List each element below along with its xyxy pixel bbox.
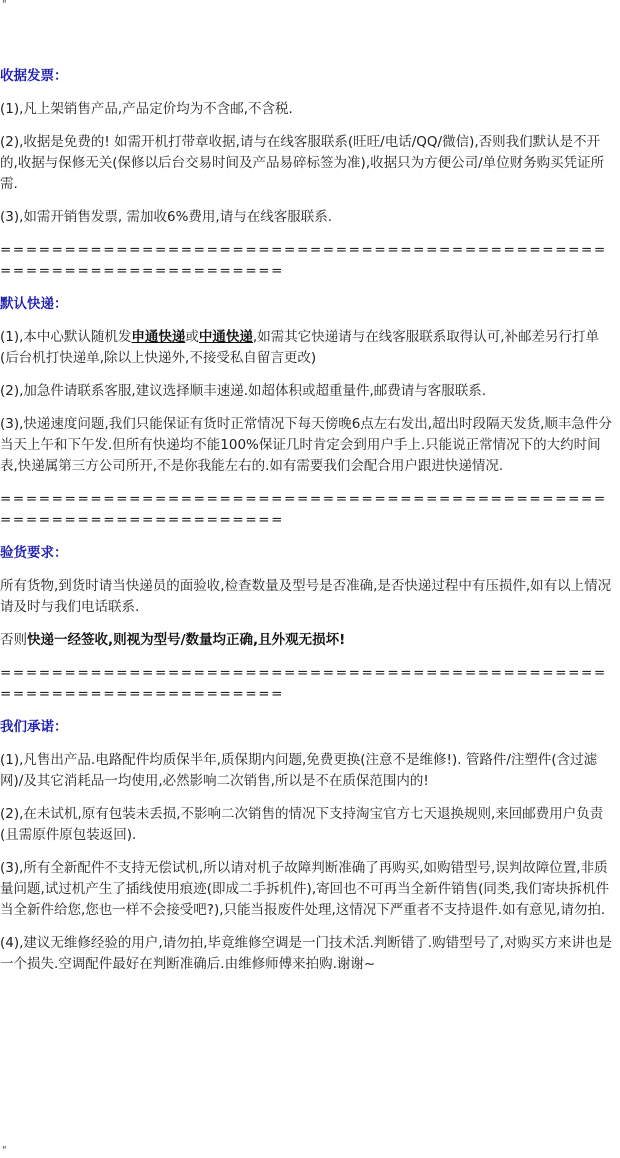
separator-2: =====================================================================	[0, 491, 607, 528]
promise-item-4: (4),建议无维修经验的用户,请勿拍,毕竟维修空调是一门技术活.判断错了.购错型号了,对购买方来讲也是一个损失.空调配件最好在判断准确后.由维修师傅来拍购.谢谢~	[0, 935, 612, 972]
inspection-heading: 验货要求：	[0, 545, 68, 561]
promise-item-2: (2),在未试机,原有包装未丢损,不影响二次销售的情况下支持淘宝官方七天退换规则,来回邮费用户负责(且需原件原包装返回).	[0, 806, 604, 843]
quote-mark-top: "	[2, 0, 7, 10]
receipt-section	[0, 66, 616, 228]
receipt-item-3: (3),如需开销售发票, 需加收6%费用,请与在线客服联系.	[0, 209, 332, 225]
delivery-item-1-text-b: ,如需其它快递请与在线客服联系取得认可,补邮差另行打单(后台机打快递单,除以上快递外,不接受私自留言更改)	[0, 329, 600, 366]
promise-item-3: (3),所有全新配件不支持无偿试机,所以请对机子故障判断准确了再购买,如购错型号,误判故障位置,非质量问题,试过机产生了插线使用痕迹(即成二手拆机件),寄回也不可再当全新件销售(同类,我们寄块拆机件当全新件给您,您也一样不会接受吧?),只能当报废件处理,这情况下严重者不支持退件.如有意见,请勿拍.	[0, 860, 610, 918]
policy-document	[0, 66, 616, 987]
delivery-item-1-text-a: (1),本中心默认随机发	[0, 329, 132, 345]
delivery-item-3: (3),快递速度问题,我们只能保证有货时正常情况下每天傍晚6点左右发出,超出时段隔天发货,顺丰急件分当天上午和下午发.但所有快递均不能100%保证几时肯定会到用户手上.只能说正常情况下的大约时间表,快递属第三方公司所开,不是你我能左右的.如有需要我们会配合用户跟进快递情况.	[0, 416, 612, 474]
inspection-item-2-prefix: 否则	[0, 632, 27, 648]
inspection-warning: 快递一经签收,则视为型号/数量均正确,且外观无损坏!	[27, 632, 346, 648]
receipt-item-2: (2),收据是免费的! 如需开机打带章收据,请与在线客服联系(旺旺/电话/QQ/微信),否则我们默认是不开的,收据与保修无关(保修以后台交易时间及产品易碎标签为准),收据只为方便公司/单位财务购买凭证所需.	[0, 134, 605, 192]
promise-heading: 我们承诺：	[0, 719, 68, 735]
separator-1: =====================================================================	[0, 242, 607, 279]
inspection-item-2	[0, 630, 616, 651]
inspection-section	[0, 543, 616, 651]
promise-item-1: (1),凡售出产品.电路配件均质保半年,质保期内问题,免费更换(注意不是维修!). 管路件/注塑件(含过滤网)/及其它消耗品一均使用,必然影响二次销售,所以是不在质保范围内的!	[0, 752, 598, 789]
delivery-item-1	[0, 327, 616, 369]
separator-3: =====================================================================	[0, 665, 607, 702]
receipt-heading: 收据发票：	[0, 68, 68, 84]
delivery-item-2: (2),加急件请联系客服,建议选择顺丰速递.如超体积或超重量件,邮费请与客服联系.	[0, 383, 487, 399]
inspection-item-1: 所有货物,到货时请当快递员的面验收,检查数量及型号是否准确,是否快递过程中有压损件,如有以上情况请及时与我们电话联系.	[0, 578, 612, 615]
receipt-item-1: (1),凡上架销售产品,产品定价均为不含邮,不含税.	[0, 101, 293, 117]
delivery-item-1-or: 或	[185, 329, 199, 345]
zto-express-label: 中通快递	[198, 329, 253, 345]
promise-section	[0, 717, 616, 975]
delivery-heading: 默认快递：	[0, 296, 68, 312]
sto-express-label: 申通快递	[131, 329, 186, 345]
quote-mark-bottom: "	[2, 1145, 7, 1156]
delivery-section	[0, 294, 616, 477]
